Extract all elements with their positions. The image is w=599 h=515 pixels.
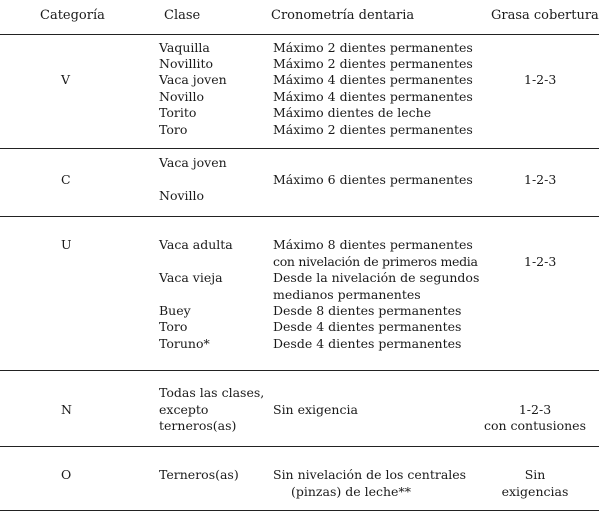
grasa-cell: 1-2-3 xyxy=(524,172,557,187)
cronometria-cell: Máximo 8 dientes permanentes xyxy=(273,237,473,252)
clase-cell: excepto xyxy=(159,402,209,417)
cronometria-cell: Desde 4 dientes permanentes xyxy=(273,336,462,351)
grasa-cell: exigencias xyxy=(501,484,569,499)
cronometria-cell: con nivelación de primeros media xyxy=(273,254,478,269)
row-divider xyxy=(0,216,599,217)
bottom-rule xyxy=(0,510,599,511)
cronometria-cell: Máximo 4 dientes permanentes xyxy=(273,72,473,87)
row-divider xyxy=(0,370,599,371)
categoria-cell: V xyxy=(61,72,71,87)
clase-cell: Vaca vieja xyxy=(159,270,223,285)
cronometria-cell: Máximo 6 dientes permanentes xyxy=(273,172,473,187)
cronometria-cell: Desde 4 dientes permanentes xyxy=(273,319,462,334)
grasa-cell: Sin xyxy=(524,467,546,482)
clase-cell: Vaca joven xyxy=(159,72,227,87)
cronometria-cell: Desde 8 dientes permanentes xyxy=(273,303,462,318)
clase-cell: Buey xyxy=(159,303,191,318)
header-categoria: Categoría xyxy=(40,8,105,23)
clase-cell: Todas las clases, xyxy=(159,385,265,400)
cronometria-cell: (pinzas) de leche** xyxy=(291,484,411,499)
cronometria-cell: Máximo 2 dientes permanentes xyxy=(273,122,473,137)
cronometria-cell: medianos permanentes xyxy=(273,287,421,302)
grasa-cell: con contusiones xyxy=(483,418,586,433)
clase-cell: Vaca adulta xyxy=(159,237,233,252)
clase-cell: Vaca joven xyxy=(159,155,227,170)
clase-cell: Toruno* xyxy=(159,336,210,351)
row-divider xyxy=(0,446,599,447)
categoria-cell: U xyxy=(61,237,72,252)
clase-cell: Novillito xyxy=(159,56,214,71)
clase-cell: Toro xyxy=(159,122,188,137)
cronometria-cell: Sin nivelación de los centrales xyxy=(273,467,467,482)
cronometria-cell: Máximo 4 dientes permanentes xyxy=(273,89,473,104)
categoria-cell: N xyxy=(61,402,72,417)
cronometria-cell: Sin exigencia xyxy=(273,402,358,417)
clase-cell: Novillo xyxy=(159,89,205,104)
cronometria-cell: Máximo 2 dientes permanentes xyxy=(273,40,473,55)
clase-cell: Toro xyxy=(159,319,188,334)
grasa-cell: 1-2-3 xyxy=(524,72,557,87)
grasa-cell: 1-2-3 xyxy=(518,402,552,417)
header-grasa: Grasa cobertura xyxy=(491,8,599,23)
cronometria-cell: Máximo 2 dientes permanentes xyxy=(273,56,473,71)
clase-cell: terneros(as) xyxy=(159,418,237,433)
header-cronometria: Cronometría dentaria xyxy=(271,8,415,23)
clase-cell: Terneros(as) xyxy=(159,467,239,482)
grasa-cell: 1-2-3 xyxy=(524,254,557,269)
clase-cell: Torito xyxy=(159,105,197,120)
categoria-cell: O xyxy=(61,467,72,482)
header-rule xyxy=(0,34,599,35)
clase-cell: Vaquilla xyxy=(159,40,210,55)
header-clase: Clase xyxy=(164,8,201,23)
categoria-cell: C xyxy=(61,172,71,187)
row-divider xyxy=(0,148,599,149)
cronometria-cell: Máximo dientes de leche xyxy=(273,105,432,120)
clase-cell: Novillo xyxy=(159,188,205,203)
cronometria-cell: Desde la nivelación de segundos xyxy=(273,270,480,285)
